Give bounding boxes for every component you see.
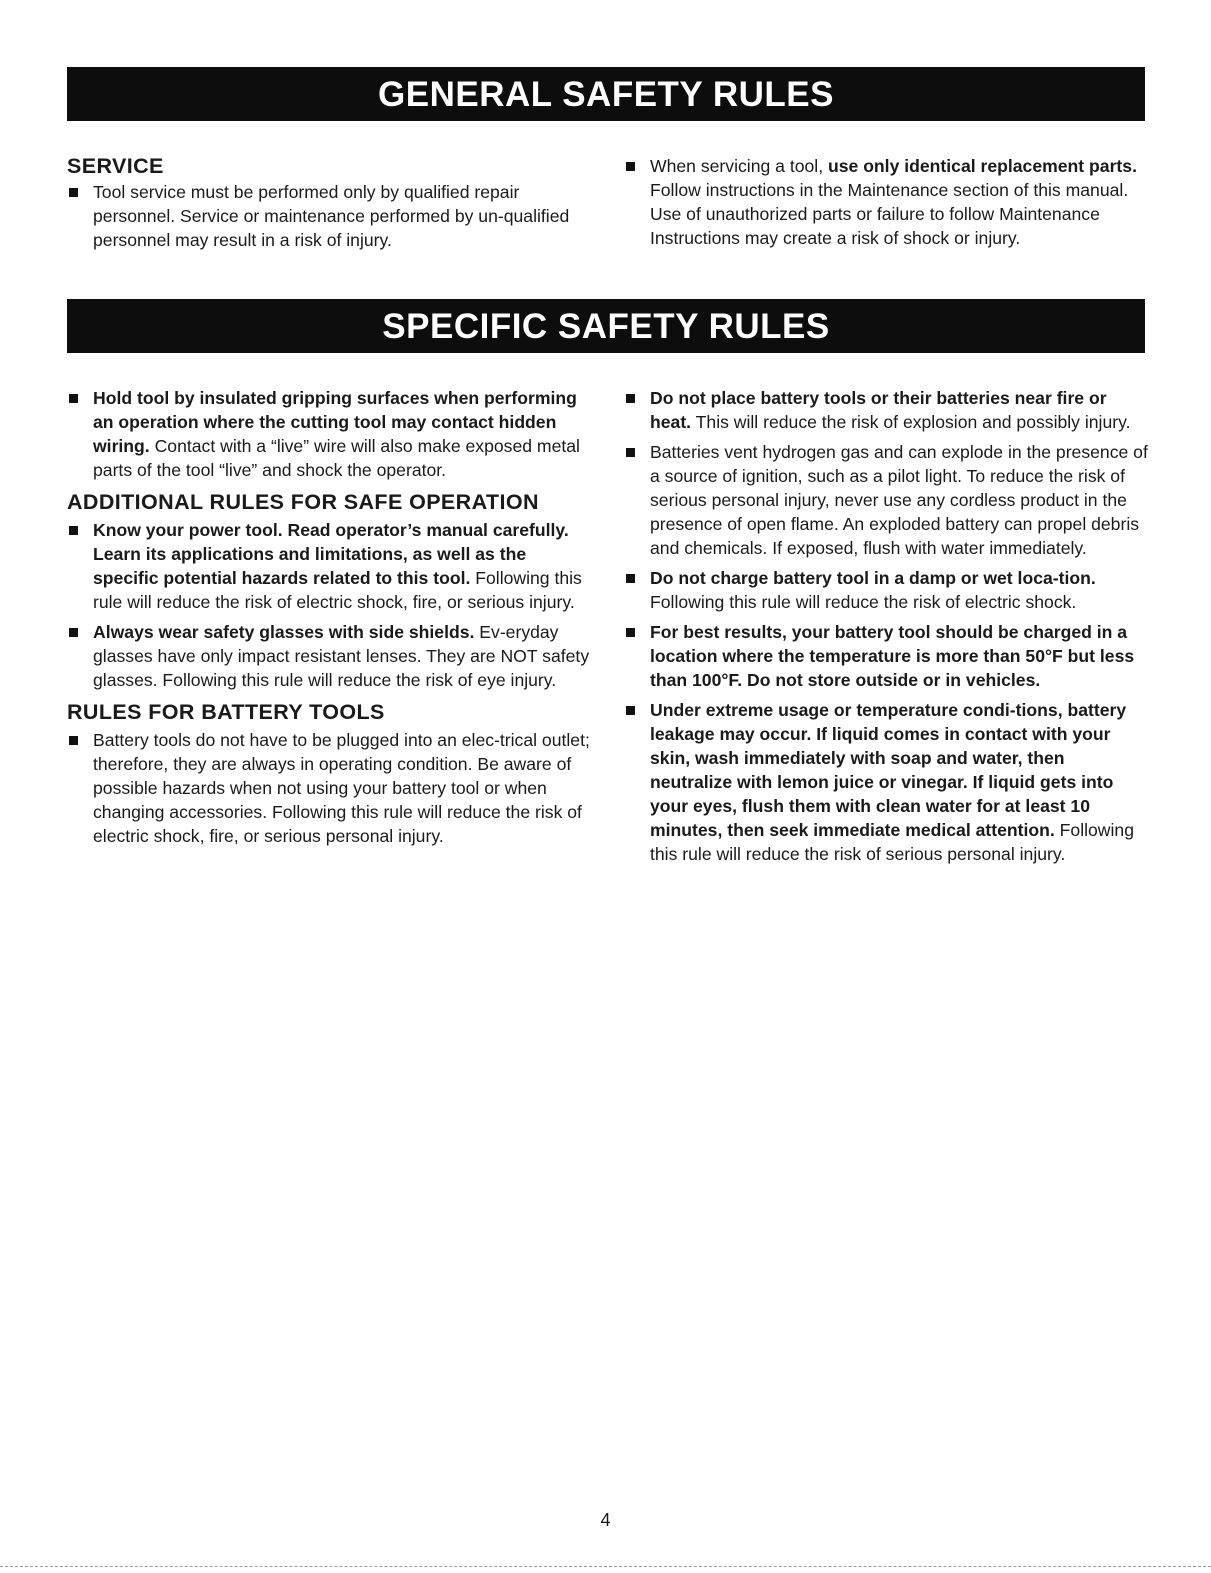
service-replacement-section [624,154,1149,256]
item-bold: Hold tool by insulated gripping surfaces when performing an operation where the cutting tool may contact hidden wiring. [93,388,577,456]
service-section [67,152,597,258]
item-text: This will reduce the risk of explosion and possibly injury. [695,412,1131,432]
item-insulated-gripping [67,386,592,482]
item-text: Following this rule will reduce the risk of serious personal injury. [650,820,1134,864]
specific-right-column [624,386,1149,872]
item-know-power-tool [67,518,592,614]
item-bold: use only identical replacement parts. [827,156,1137,176]
item-battery-leakage [624,698,1149,866]
item-text: Batteries vent hydrogen gas and can explode in the presence of a source of ignition, such as a pilot light. To reduce the risk of serious personal injury, never use any cordless product in the presence of open flame. An exploded battery can propel debris and chemicals. If exposed, flush with water immediately. [650,442,1148,558]
item-bold: Under extreme usage or temperature condi-tions, battery leakage may occur. If liquid comes in contact with your skin, wash immediately with soap and water, then neutralize with lemon juice or vinegar. If liquid gets into your eyes, flush them with clean water for at least 10 minutes, then seek immediate medical attention. [650,700,1127,840]
item-bold: Do not charge battery tool in a damp or wet loca-tion. [650,568,1096,588]
item-charging-temperature [624,620,1149,692]
item-text-pre: When servicing a tool, [650,156,824,176]
item-damp-location [624,566,1149,614]
item-hydrogen-vent [624,440,1149,560]
item-fire-heat [624,386,1149,434]
service-item-replacement [624,154,1149,250]
item-text: Ev-eryday glasses have only impact resistant lenses. They are NOT safety glasses. Following this rule will reduce the risk of eye injury. [93,622,590,690]
service-item-qualified: Tool service must be performed only by qualified repair personnel. Service or maintenance performed by un-qualified personnel may result in a risk of injury. [67,180,597,252]
specific-safety-banner: SPECIFIC SAFETY RULES [67,299,1145,353]
item-safety-glasses [67,620,592,692]
item-bold: For best results, your battery tool should be charged in a location where the temperature is more than 50°F but less than 100°F. Do not store outside or in vehicles. [650,622,1135,690]
item-bold: Know your power tool. Read operator’s manual carefully. Learn its applications and limitations, as well as the specific potential hazards related to this tool. [93,520,569,588]
item-bold: Always wear safety glasses with side shields. [93,622,475,642]
service-heading: SERVICE [67,154,164,178]
page-bottom-divider [0,1566,1211,1567]
battery-tools-heading: RULES FOR BATTERY TOOLS [67,700,385,724]
item-battery-plugged [67,728,592,848]
item-text: Battery tools do not have to be plugged into an elec-trical outlet; therefore, they are always in operating condition. Be aware of possible hazards when not using your battery tool or when changing accessories. Following this rule will reduce the risk of electric shock, fire, or serious personal injury. [93,730,590,846]
item-text: Following this rule will reduce the risk of electric shock, fire, or serious injury. [93,568,582,612]
page-number: 4 [600,1510,611,1530]
item-text: Follow instructions in the Maintenance section of this manual. Use of unauthorized parts or failure to follow Maintenance Instructions may create a risk of shock or injury. [650,180,1129,248]
item-bold: Do not place battery tools or their batteries near fire or heat. [650,388,1107,432]
specific-left-column [67,386,592,854]
item-text: Following this rule will reduce the risk of electric shock. [650,592,1077,612]
additional-rules-heading: ADDITIONAL RULES FOR SAFE OPERATION [67,490,539,514]
item-text: Contact with a “live” wire will also make exposed metal parts of the tool “live” and shock the operator. [93,436,580,480]
general-safety-banner: GENERAL SAFETY RULES [67,67,1145,121]
